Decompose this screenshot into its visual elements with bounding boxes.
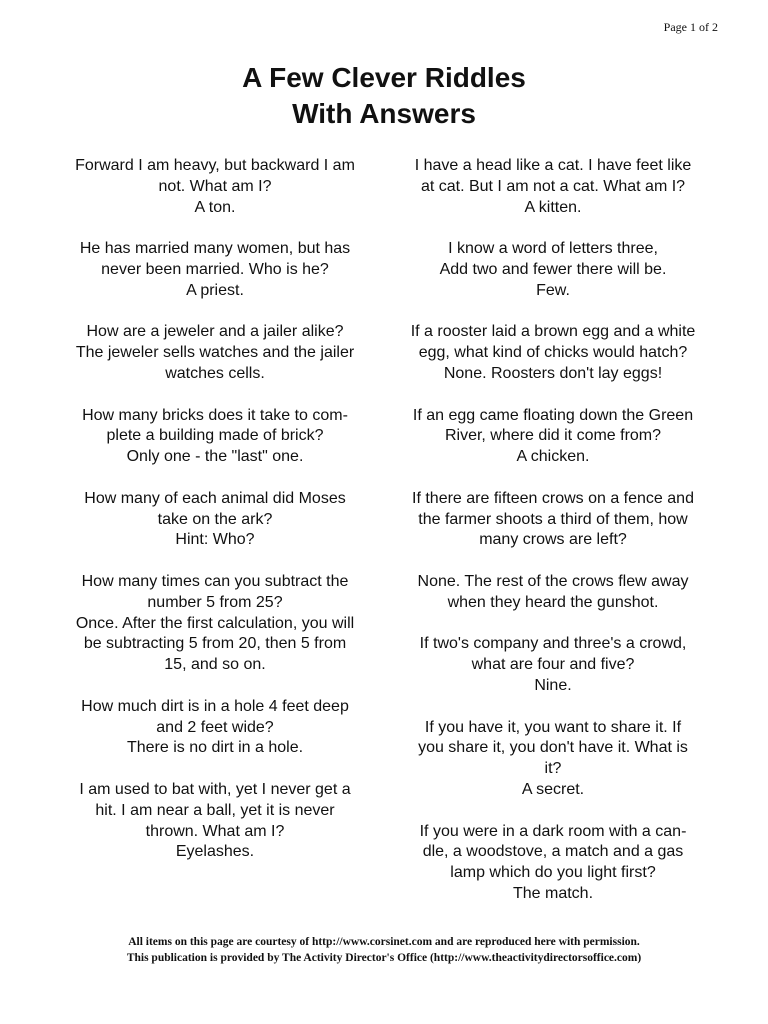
riddle-block (53, 322, 377, 384)
riddle-block (391, 489, 715, 551)
riddle-line: How many times can you subtract the (81, 572, 349, 590)
riddle-line: If a rooster laid a brown egg and a white (410, 323, 696, 341)
riddle-line: None. Roosters don't lay eggs! (443, 364, 663, 382)
riddle-line: If two's company and three's a crowd, (419, 635, 687, 653)
riddle-line: at cat. But I am not a cat. What am I? (420, 177, 686, 195)
riddle-line: If you have it, you want to share it. If (424, 718, 682, 736)
riddle-line: and 2 feet wide? (156, 718, 274, 736)
riddle-line: River, where did it come from? (444, 427, 662, 445)
riddle-line: many crows are left? (479, 531, 627, 549)
riddle-line: egg, what kind of chicks would hatch? (418, 344, 688, 362)
riddle-block (391, 156, 715, 218)
riddle-line: thrown. What am I? (145, 822, 285, 840)
page-number: Page 1 of 2 (663, 20, 718, 34)
riddle-line: not. What am I? (158, 177, 272, 195)
riddle-line: be subtracting 5 from 20, then 5 from (83, 635, 347, 653)
riddle-line: Once. After the first calculation, you will (75, 614, 355, 632)
riddle-line: 15, and so on. (164, 656, 266, 674)
riddle-line: A ton. (194, 198, 236, 216)
riddle-line: Add two and fewer there will be. (439, 260, 667, 278)
riddle-line: The match. (512, 884, 594, 902)
footer-publisher-line: This publication is provided by The Activity Director's Office (http://www.theactivitydirectorsoffice.com) (126, 952, 642, 964)
riddle-block (53, 239, 377, 301)
page-title (0, 60, 768, 132)
riddle-block (391, 718, 715, 801)
riddle-line: If you were in a dark room with a can- (419, 822, 687, 840)
riddle-line: If an egg came floating down the Green (412, 406, 694, 424)
riddle-line: you share it, you don't have it. What is (418, 739, 688, 757)
right-riddle-column (391, 156, 715, 925)
riddle-line: it? (544, 760, 562, 778)
riddle-line: plete a building made of brick? (106, 427, 324, 445)
riddle-line: How many bricks does it take to com- (82, 406, 348, 424)
riddle-line: I am used to bat with, yet I never get a (79, 780, 351, 798)
riddle-line: take on the ark? (157, 510, 273, 528)
riddle-line: Only one - the "last" one. (126, 448, 304, 466)
riddle-line: never been married. Who is he? (101, 260, 329, 278)
riddle-block (53, 156, 377, 218)
riddle-block (391, 822, 715, 905)
riddle-line: Nine. (534, 676, 572, 694)
riddle-line: what are four and five? (471, 656, 635, 674)
riddle-line: A priest. (186, 281, 244, 299)
riddle-block (391, 322, 715, 384)
footer-credit-line: All items on this page are courtesy of http://www.corsinet.com and are reproduced here with permission. (128, 936, 640, 948)
riddle-line: He has married many women, but has (79, 240, 351, 258)
riddle-block (391, 634, 715, 696)
riddle-line: Eyelashes. (175, 843, 255, 861)
riddle-line: Forward I am heavy, but backward I am (75, 157, 355, 174)
riddle-line: Few. (536, 281, 570, 299)
riddle-block (391, 239, 715, 301)
riddle-line: The jeweler sells watches and the jailer (75, 344, 355, 362)
riddle-line: the farmer shoots a third of them, how (418, 510, 688, 528)
riddle-line: A chicken. (516, 448, 590, 466)
riddle-line: hit. I am near a ball, yet it is never (95, 801, 335, 819)
riddle-line: How many of each animal did Moses (84, 489, 346, 507)
riddle-line: when they heard the gunshot. (447, 593, 659, 611)
title-line-1: A Few Clever Riddles (242, 62, 526, 93)
riddle-line: watches cells. (165, 364, 265, 382)
riddle-line: How much dirt is in a hole 4 feet deep (81, 697, 349, 715)
riddle-block (391, 572, 715, 614)
riddle-line: number 5 from 25? (147, 593, 283, 611)
riddle-block (53, 406, 377, 468)
riddle-line: There is no dirt in a hole. (126, 739, 304, 757)
riddle-line: None. The rest of the crows flew away (417, 572, 689, 590)
riddle-line: lamp which do you light first? (450, 864, 656, 882)
riddle-line: If there are fifteen crows on a fence and (412, 489, 694, 507)
riddle-line: A secret. (521, 780, 585, 798)
riddle-block (53, 697, 377, 759)
footer (0, 934, 768, 966)
riddle-block (53, 572, 377, 676)
riddle-block (53, 780, 377, 863)
riddle-line: Hint: Who? (175, 531, 255, 549)
title-line-2: With Answers (292, 98, 476, 129)
riddle-line: How are a jeweler and a jailer alike? (86, 323, 344, 341)
riddle-block (53, 489, 377, 551)
riddle-line: I have a head like a cat. I have feet like (414, 157, 692, 174)
riddle-block (391, 406, 715, 468)
riddle-line: I know a word of letters three, (448, 240, 658, 258)
riddle-line: dle, a woodstove, a match and a gas (422, 843, 684, 861)
left-riddle-column (53, 156, 377, 884)
riddle-line: A kitten. (524, 198, 582, 216)
